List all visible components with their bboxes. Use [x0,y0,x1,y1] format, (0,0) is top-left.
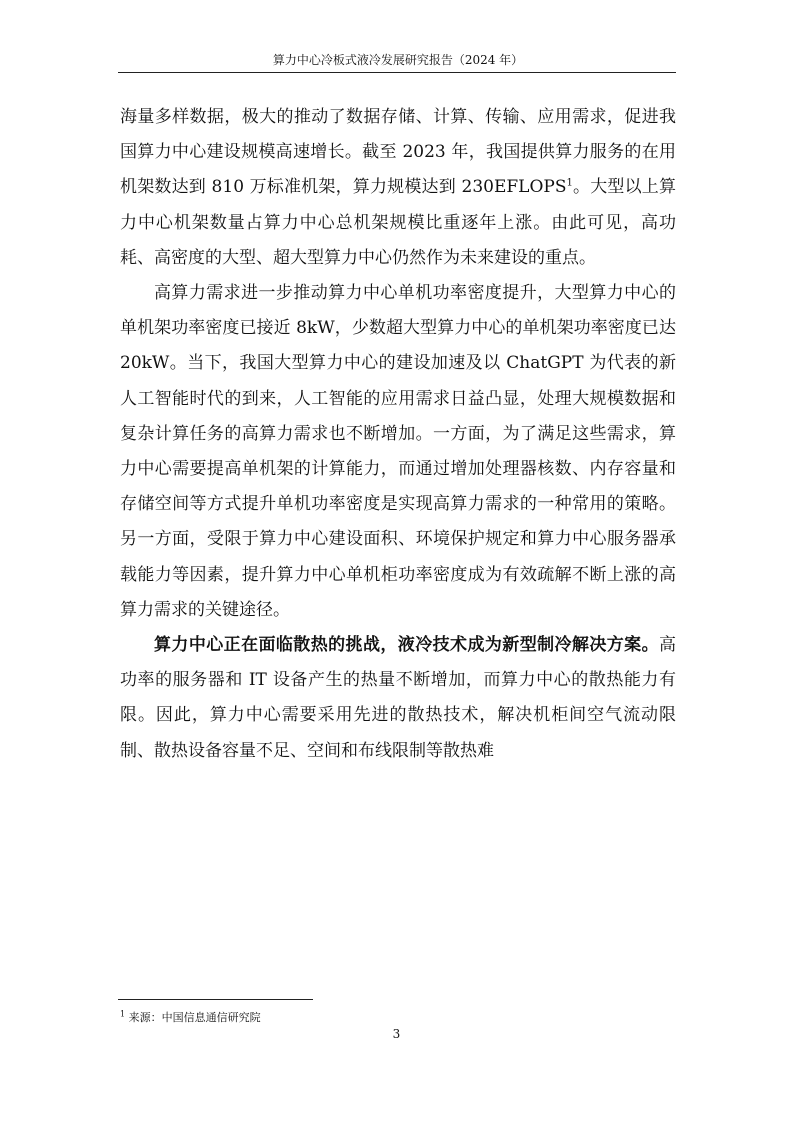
header-title: 算力中心冷板式液冷发展研究报告（2024 年） [272,53,524,67]
header-rule [118,72,676,73]
footnote-mark: 1 [120,1009,126,1019]
paragraph-3-text: 高功率的服务器和 IT 设备产生的热量不断增加，而算力中心的散热能力有限。因此，算力中心需要采用先进的散热技术，解决机柜间空气流动限制、散热设备容量不足、空间和布线限制等散热难 [120,635,676,761]
paragraph-3 [120,628,676,769]
running-header [120,52,676,68]
page-number: 3 [392,1027,401,1041]
footnote [120,1010,261,1026]
paragraph-1-text-a: 海量多样数据，极大的推动了数据存储、计算、传输、应用需求，促进我国算力中心建设规模高速增长。截至 2023 年，我国提供算力服务的在用机架数达到 810 万标准机架，算力规模达到 230EFLOPS [120,107,676,198]
paragraph-3-heading: 算力中心正在面临散热的挑战，液冷技术成为新型制冷解决方案。 [154,635,659,656]
body-text [120,100,676,769]
footnote-ref[interactable]: 1 [566,177,573,189]
paragraph-1 [120,100,676,276]
paragraph-1-text-b: 。大型以上算力中心机架数量占算力中心总机架规模比重逐年上涨。由此可见，高功耗、高密度的大型、超大型算力中心仍然作为未来建设的重点。 [120,177,676,268]
paragraph-2 [120,276,676,628]
footnote-rule [118,999,313,1000]
paragraph-2-text: 高算力需求进一步推动算力中心单机功率密度提升，大型算力中心的单机架功率密度已接近 8kW，少数超大型算力中心的单机架功率密度已达 20kW。当下，我国大型算力中心的建设加速及以 ChatGPT 为代表的新人工智能时代的到来，人工智能的应用需求日益凸显，处理大规模数据和复杂计算任务的高算力需求也不断增加。一方面，为了满足这些需求，算力中心需要提高单机架的计算能力，而通过增加处理器核数、内存容量和存储空间等方式提升单机功率密度是实现高算力需求的一种常用的策略。另一方面，受限于算力中心建设面积、环境保护规定和算力中心服务器承载能力等因素，提升算力中心单机柜功率密度成为有效疏解不断上涨的高算力需求的关键途径。 [120,283,676,620]
footnote-text: 来源：中国信息通信研究院 [128,1011,261,1024]
